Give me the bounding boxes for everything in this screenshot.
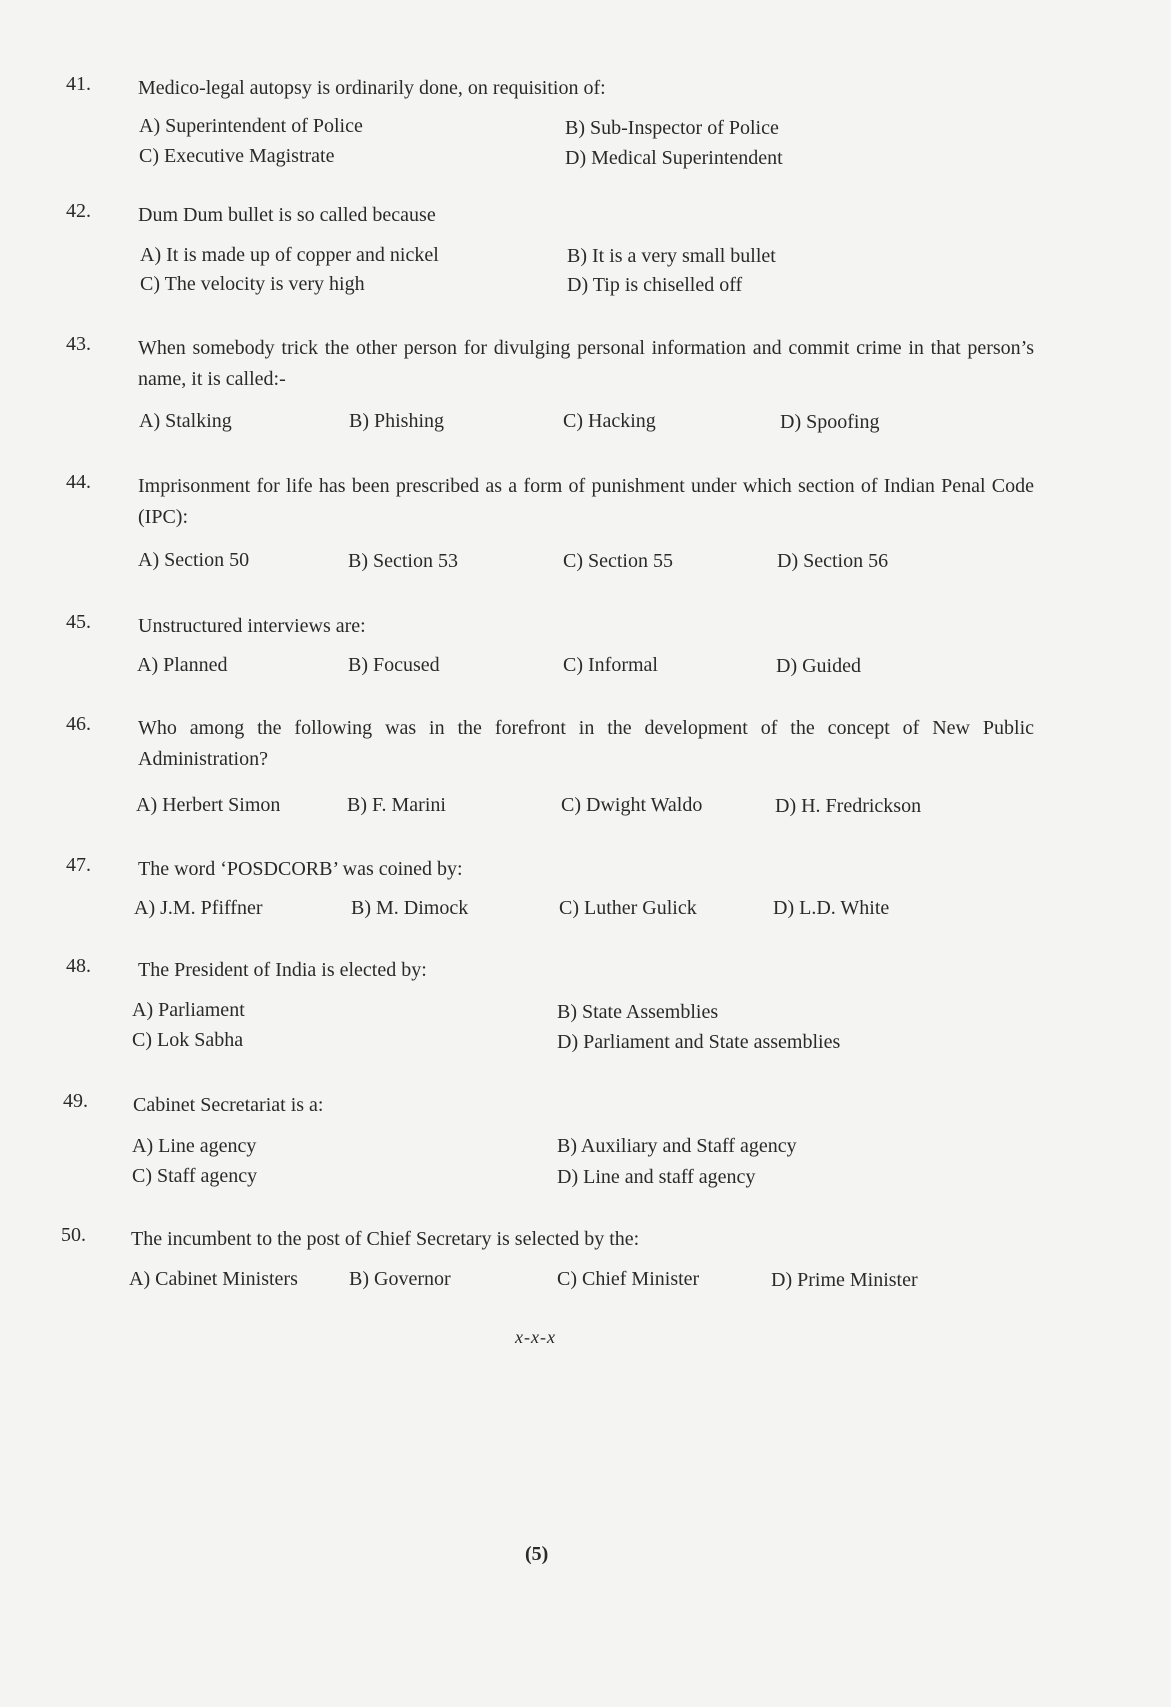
option-a: A) It is made up of copper and nickel <box>140 244 439 266</box>
option-b: B) It is a very small bullet <box>567 245 776 267</box>
option-a: A) Section 50 <box>138 549 250 571</box>
option-b: B) State Assemblies <box>557 1001 719 1023</box>
option-b: B) Governor <box>349 1268 451 1290</box>
option-d: D) Guided <box>776 655 861 677</box>
question-text: Medico-legal autopsy is ordinarily done, on requisition of: <box>138 77 606 99</box>
option-c: C) Executive Magistrate <box>139 145 335 167</box>
option-b: B) Focused <box>348 654 440 676</box>
question-text: The incumbent to the post of Chief Secretary is selected by the: <box>131 1228 640 1250</box>
option-d: D) Line and staff agency <box>557 1166 756 1188</box>
question-number: 45. <box>66 611 91 633</box>
question-text: Cabinet Secretariat is a: <box>133 1094 324 1116</box>
question-number: 49. <box>63 1090 88 1112</box>
option-d: D) L.D. White <box>773 897 890 919</box>
option-a: A) Stalking <box>139 410 232 432</box>
option-c: C) Staff agency <box>132 1165 258 1187</box>
question-number: 46. <box>66 713 91 735</box>
option-d: D) Medical Superintendent <box>565 147 783 169</box>
question-number: 48. <box>66 955 91 977</box>
question-text: When somebody trick the other person for divulging personal information and commit crime in that person’s name, it is called:- <box>138 337 1034 390</box>
option-a: A) Planned <box>137 654 228 676</box>
question-number: 50. <box>61 1224 86 1246</box>
option-d: D) Spoofing <box>780 411 880 433</box>
option-a: A) Herbert Simon <box>136 794 281 816</box>
option-c: C) Chief Minister <box>557 1268 700 1290</box>
page-number: (5) <box>525 1543 549 1565</box>
option-b: B) Auxiliary and Staff agency <box>557 1135 797 1157</box>
option-a: A) J.M. Pfiffner <box>134 897 263 919</box>
question-number: 47. <box>66 854 91 876</box>
option-b: B) F. Marini <box>347 794 446 816</box>
option-c: C) The velocity is very high <box>140 273 365 295</box>
question-text: Imprisonment for life has been prescribed as a form of punishment under which section of Indian Penal Code (IPC): <box>138 475 1034 528</box>
question-text: The word ‘POSDCORB’ was coined by: <box>138 858 463 880</box>
question-text: Unstructured interviews are: <box>138 615 366 637</box>
end-mark: x-x-x <box>515 1327 556 1347</box>
option-d: D) Tip is chiselled off <box>567 274 743 296</box>
question-number: 43. <box>66 333 91 355</box>
option-a: A) Cabinet Ministers <box>129 1268 298 1290</box>
question-text: Who among the following was in the forefront in the development of the concept of New Public Administration? <box>138 717 1034 770</box>
option-d: D) Prime Minister <box>771 1269 918 1291</box>
option-a: A) Parliament <box>132 999 245 1021</box>
option-c: C) Hacking <box>563 410 656 432</box>
option-c: C) Lok Sabha <box>132 1029 244 1051</box>
option-a: A) Line agency <box>132 1135 257 1157</box>
option-c: C) Dwight Waldo <box>561 794 703 816</box>
option-c: C) Informal <box>563 654 658 676</box>
option-b: B) Section 53 <box>348 550 458 572</box>
option-d: D) Section 56 <box>777 550 889 572</box>
option-b: B) Phishing <box>349 410 445 432</box>
option-b: B) Sub-Inspector of Police <box>565 117 779 139</box>
option-a: A) Superintendent of Police <box>139 115 363 137</box>
question-number: 42. <box>66 200 91 222</box>
option-b: B) M. Dimock <box>351 897 469 919</box>
option-c: C) Luther Gulick <box>559 897 697 919</box>
option-d: D) H. Fredrickson <box>775 795 922 817</box>
question-number: 41. <box>66 73 91 95</box>
question-number: 44. <box>66 471 91 493</box>
question-text: The President of India is elected by: <box>138 959 427 981</box>
option-d: D) Parliament and State assemblies <box>557 1031 841 1053</box>
option-c: C) Section 55 <box>563 550 673 572</box>
question-text: Dum Dum bullet is so called because <box>138 204 436 226</box>
